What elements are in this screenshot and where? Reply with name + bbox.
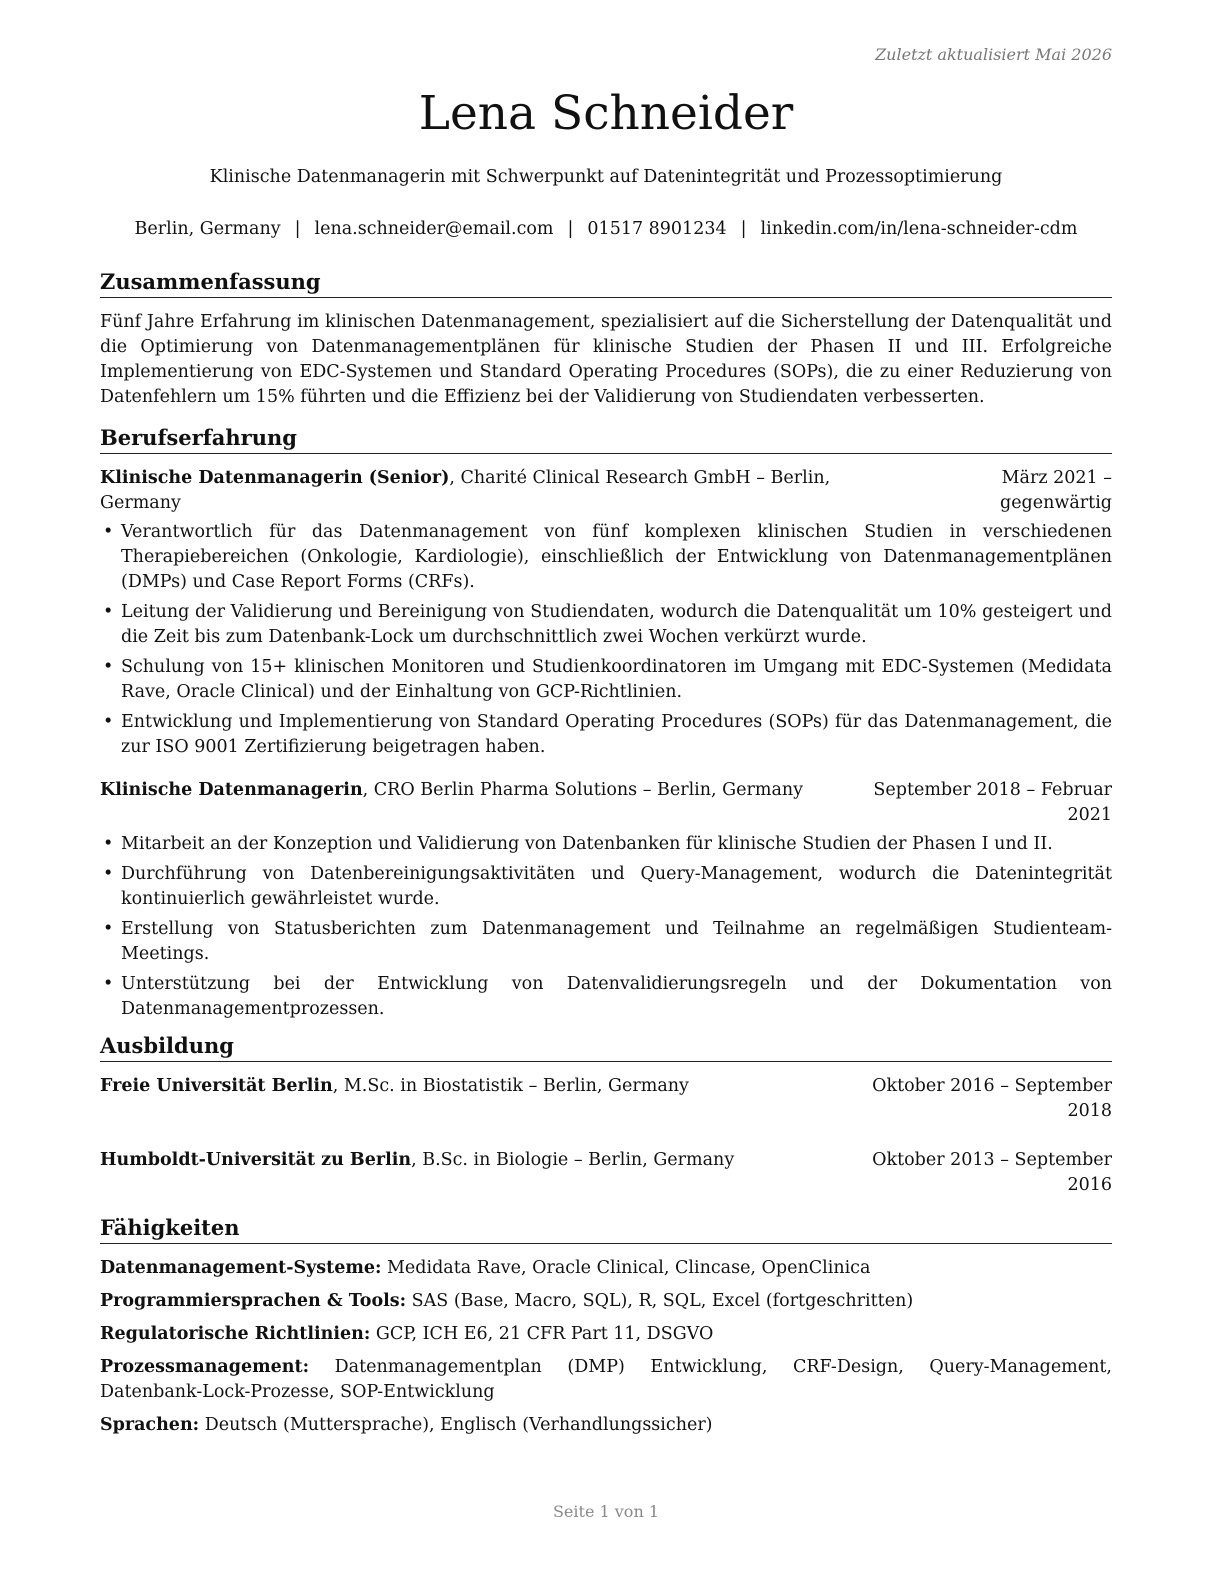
education-entry: [100, 1148, 1112, 1198]
candidate-name: Lena Schneider: [418, 86, 794, 141]
job-bullets: [100, 520, 1112, 760]
skill-label: Programmiersprachen & Tools:: [100, 1291, 407, 1311]
list-item: • Unterstützung bei der Entwicklung von Datenvalidierungsregeln und der Dokumentation von Datenmanagementprozessen.: [100, 972, 1112, 1022]
list-item: • Leitung der Validierung und Bereinigung von Studiendaten, wodurch die Datenqualität um 10% gesteigert und die Zeit bis zum Datenbank-Lock um durchschnittlich zwei Wochen verkürzt wurde.: [100, 600, 1112, 650]
list-item: • Verantwortlich für das Datenmanagement von fünf komplexen klinischen Studien in verschiedenen Therapiebereichen (Onkologie, Kardiologie), einschließlich der Entwicklung von Datenmanagementplänen (DMPs) und Case Report Forms (CRFs).: [100, 520, 1112, 595]
summary-text: Fünf Jahre Erfahrung im klinischen Datenmanagement, spezialisiert auf die Sicherstellung der Datenqualität und die Optimierung von Datenmanagementplänen für klinische Studien der Phasen II und III. Erfolgreiche Implementierung von EDC-Systemen und Standard Operating Procedures (SOPs), die zu einer Reduzierung von Datenfehlern um 15% führten und die Effizienz bei der Validierung von Studiendaten verbesserten.: [100, 312, 1112, 407]
section-title-education: Ausbildung: [100, 1032, 1112, 1062]
job-dates: September 2018 – Februar 2021: [873, 780, 1112, 825]
skill-value: Medidata Rave, Oracle Clinical, Clincase, OpenClinica: [381, 1258, 871, 1278]
skill-value: Deutsch (Muttersprache), Englisch (Verhandlungssicher): [199, 1415, 713, 1435]
job-role: Klinische Datenmanagerin (Senior): [100, 468, 450, 488]
skill-row: [100, 1256, 1112, 1281]
job-entry: [100, 466, 1112, 760]
list-item: • Durchführung von Datenbereinigungsaktivitäten und Query-Management, wodurch die Datenintegrität kontinuierlich gewährleistet wurde.: [100, 862, 1112, 912]
education-school: Humboldt-Universität zu Berlin: [100, 1150, 412, 1170]
skills-section: [100, 1214, 1112, 1438]
job-entry: [100, 778, 1112, 1022]
section-title-skills: Fähigkeiten: [100, 1214, 1112, 1244]
contact-phone: 01517 8901234: [587, 219, 727, 239]
section-title-summary: Zusammenfassung: [100, 268, 1112, 298]
job-header: [100, 778, 1112, 828]
tagline: Klinische Datenmanagerin mit Schwerpunkt auf Datenintegrität und Prozessoptimierung: [209, 167, 1003, 187]
section-title-experience: Berufserfahrung: [100, 424, 1112, 454]
skill-row: [100, 1413, 1112, 1438]
experience-section: [100, 424, 1112, 1022]
skill-label: Sprachen:: [100, 1415, 200, 1435]
last-updated: Zuletzt aktualisiert Mai 2026: [875, 45, 1112, 64]
skill-label: Regulatorische Richtlinien:: [100, 1324, 371, 1344]
list-item: • Schulung von 15+ klinischen Monitoren und Studienkoordinatoren im Umgang mit EDC-Systemen (Medidata Rave, Oracle Clinical) und der Einhaltung von GCP-Richtlinien.: [100, 655, 1112, 705]
education-dates: Oktober 2013 – September 2016: [872, 1150, 1112, 1195]
contact-separator: |: [740, 219, 747, 239]
job-role: Klinische Datenmanagerin: [100, 780, 363, 800]
contact-separator: |: [294, 219, 301, 239]
contact-separator: |: [567, 219, 574, 239]
skill-value: Datenmanagementplan (DMP) Entwicklung, CRF-Design, Query-Management, Datenbank-Lock-Prozesse, SOP-Entwicklung: [100, 1357, 1112, 1402]
skill-label: Datenmanagement-Systeme:: [100, 1258, 382, 1278]
education-dates: Oktober 2016 – September 2018: [872, 1076, 1112, 1121]
skill-row: [100, 1355, 1112, 1405]
skill-row: [100, 1322, 1112, 1347]
contact-linkedin[interactable]: linkedin.com/in/lena-schneider-cdm: [760, 219, 1078, 239]
job-title-line: [100, 778, 803, 803]
skill-value: SAS (Base, Macro, SQL), R, SQL, Excel (fortgeschritten): [406, 1291, 914, 1311]
skill-row: [100, 1289, 1112, 1314]
job-title-line: [100, 466, 891, 516]
page-number: Seite 1 von 1: [552, 1502, 660, 1521]
skill-label: Prozessmanagement:: [100, 1357, 310, 1377]
resume-content: [100, 268, 1112, 1446]
job-org: , Charité Clinical Research GmbH – Berlin, Germany: [100, 468, 831, 513]
education-degree: , M.Sc. in Biostatistik – Berlin, Germany: [332, 1076, 689, 1096]
list-item: • Mitarbeit an der Konzeption und Validierung von Datenbanken für klinische Studien der Phasen I und II.: [100, 832, 1112, 857]
education-line: [100, 1074, 689, 1099]
job-bullets: [100, 832, 1112, 1022]
education-section: [100, 1032, 1112, 1198]
skill-value: GCP, ICH E6, 21 CFR Part 11, DSGVO: [370, 1324, 714, 1344]
list-item: • Erstellung von Statusberichten zum Datenmanagement und Teilnahme an regelmäßigen Studienteam-Meetings.: [100, 917, 1112, 967]
education-school: Freie Universität Berlin: [100, 1076, 333, 1096]
education-degree: , B.Sc. in Biologie – Berlin, Germany: [411, 1150, 735, 1170]
contact-line: [100, 219, 1112, 239]
contact-email[interactable]: lena.schneider@email.com: [314, 219, 554, 239]
list-item: • Entwicklung und Implementierung von Standard Operating Procedures (SOPs) für das Datenmanagement, die zur ISO 9001 Zertifizierung beigetragen haben.: [100, 710, 1112, 760]
education-entry: [100, 1074, 1112, 1124]
summary-section: [100, 268, 1112, 410]
job-header: [100, 466, 1112, 516]
job-dates: März 2021 – gegenwärtig: [1000, 468, 1112, 513]
contact-location: Berlin, Germany: [134, 219, 281, 239]
resume-page: [100, 0, 1112, 1584]
education-line: [100, 1148, 734, 1173]
job-org: , CRO Berlin Pharma Solutions – Berlin, Germany: [362, 780, 804, 800]
